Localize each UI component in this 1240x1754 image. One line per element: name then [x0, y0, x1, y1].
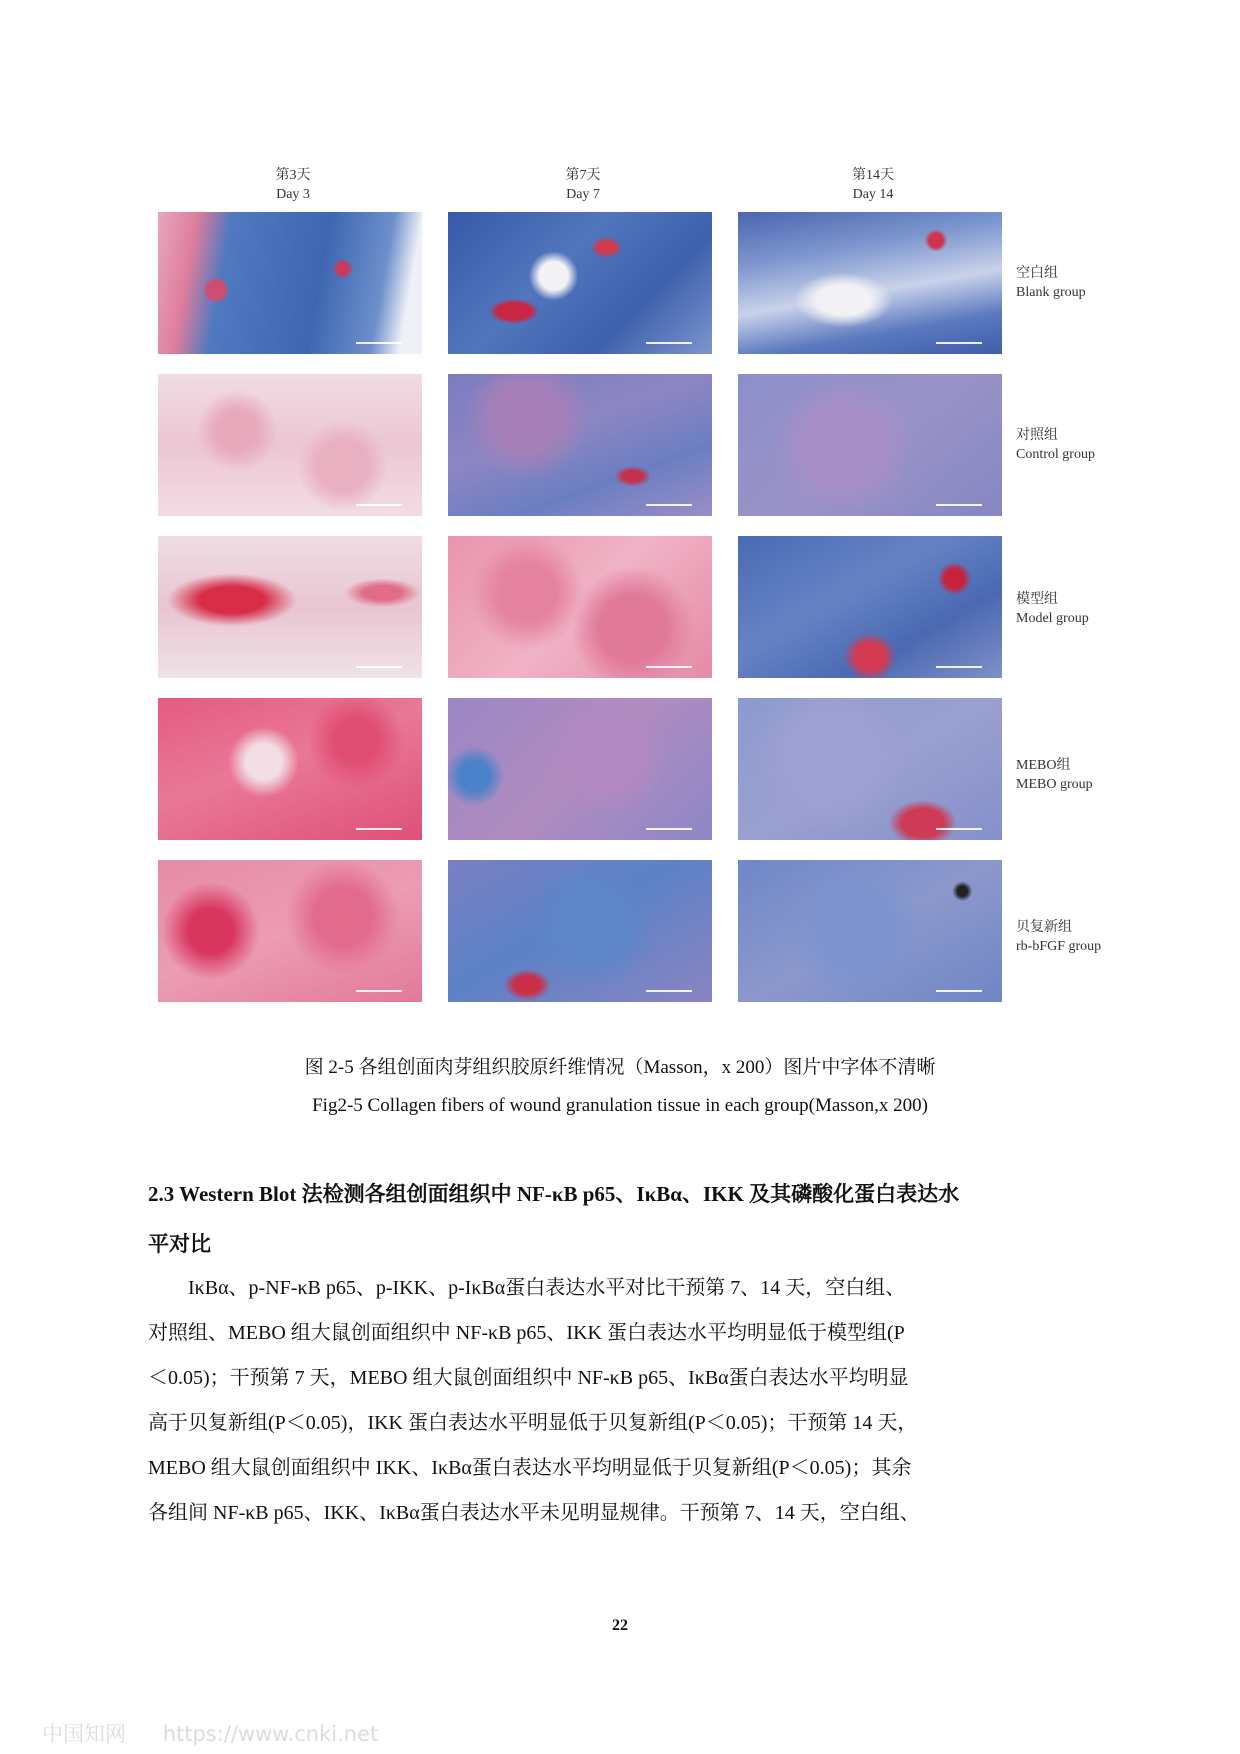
watermark-brand: 中国知网 — [42, 1722, 126, 1746]
body-line-6: 各组间 NF-κB p65、IKK、IκBα蛋白表达水平未见明显规律。干预第 7、14 天，空白组、 — [148, 1502, 920, 1524]
figure-caption-zh: 图 2-5 各组创面肉芽组织胶原纤维情况（Masson，x 200）图片中字体不清晰 — [304, 1057, 936, 1078]
column-header-day14: 第14天 Day 14 — [852, 168, 894, 202]
group-label-mebo: MEBO组 MEBO group — [1016, 758, 1093, 792]
figure-caption-en: Fig2-5 Collagen fibers of wound granulation tissue in each group(Masson,x 200) — [312, 1095, 928, 1116]
body-line-3: ＜0.05)；干预第 7 天，MEBO 组大鼠创面组织中 NF-κB p65、IκBα蛋白表达水平均明显 — [148, 1367, 909, 1389]
micrograph-model-day7 — [448, 536, 712, 678]
page-number: 22 — [612, 1617, 628, 1634]
column-header-day3: 第3天 Day 3 — [275, 168, 311, 202]
column-header-day7: 第7天 Day 7 — [565, 168, 601, 202]
micrograph-mebo-day14 — [738, 698, 1002, 840]
group-label-rbbfgf: 贝复新组 rb-bFGF group — [1016, 920, 1102, 954]
micrograph-control-day7 — [448, 374, 712, 516]
micrograph-blank-day14 — [738, 212, 1002, 354]
body-line-4: 高于贝复新组(P＜0.05)，IKK 蛋白表达水平明显低于贝复新组(P＜0.05)；干预第 14 天， — [148, 1412, 918, 1434]
watermark-url: https://www.cnki.net — [162, 1722, 379, 1746]
body-line-1: IκBα、p-NF-κB p65、p-IKK、p-IκBα蛋白表达水平对比干预第 7、14 天，空白组、 — [188, 1277, 906, 1299]
micrograph-model-day14 — [738, 536, 1002, 678]
micrograph-mebo-day7 — [448, 698, 712, 840]
micrograph-rbbfgf-day14 — [738, 860, 1002, 1002]
group-label-blank: 空白组 Blank group — [1016, 266, 1086, 300]
group-label-model: 模型组 Model group — [1016, 592, 1089, 626]
body-line-5: MEBO 组大鼠创面组织中 IKK、IκBα蛋白表达水平均明显低于贝复新组(P＜0.05)；其余 — [148, 1457, 912, 1479]
micrograph-rbbfgf-day3 — [158, 860, 422, 1002]
micrograph-control-day3 — [158, 374, 422, 516]
body-line-2: 对照组、MEBO 组大鼠创面组织中 NF-κB p65、IKK 蛋白表达水平均明显低于模型组(P — [148, 1322, 905, 1344]
cnki-watermark — [42, 1718, 408, 1748]
micrograph-rbbfgf-day7 — [448, 860, 712, 1002]
body-paragraph — [148, 1266, 1092, 1536]
micrograph-mebo-day3 — [158, 698, 422, 840]
micrograph-control-day14 — [738, 374, 1002, 516]
micrograph-model-day3 — [158, 536, 422, 678]
section-heading-line1: 2.3 Western Blot 法检测各组创面组织中 NF-κB p65、IκBα、IKK 及其磷酸化蛋白表达水 — [148, 1182, 960, 1206]
section-heading-line2: 平对比 — [148, 1232, 211, 1256]
micrograph-blank-day3 — [158, 212, 422, 354]
micrograph-blank-day7 — [448, 212, 712, 354]
group-label-control: 对照组 Control group — [1016, 428, 1095, 462]
